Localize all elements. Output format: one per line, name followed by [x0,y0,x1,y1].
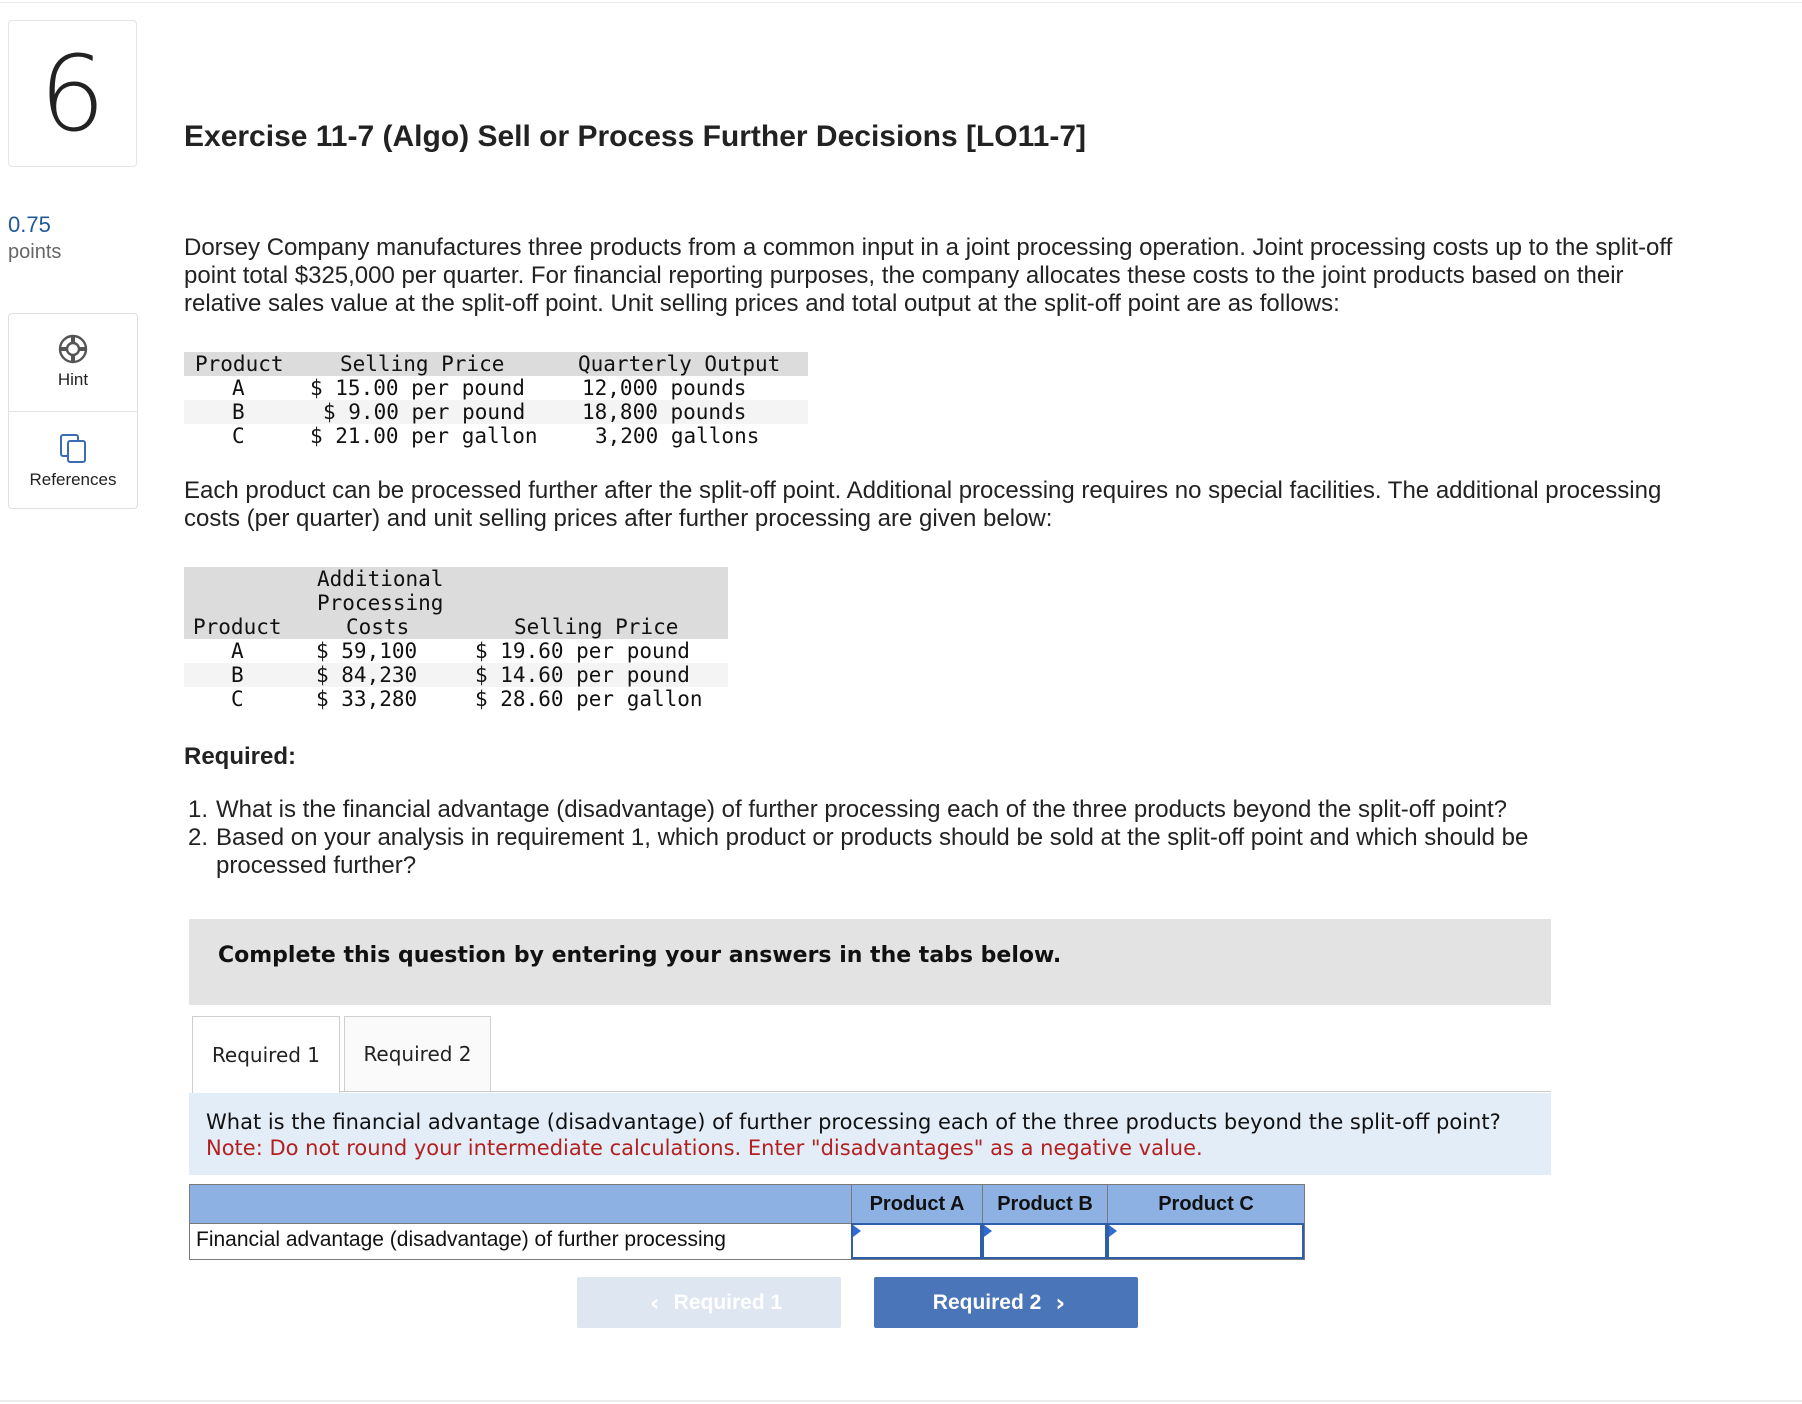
previous-button-label: Required 1 [673,1290,783,1314]
chevron-right-icon: › [1055,1288,1066,1317]
points-label: points [8,241,62,263]
previous-required-button[interactable] [577,1277,841,1328]
chevron-left-icon: ‹ [649,1288,660,1317]
lifebuoy-icon [58,334,88,364]
table-header-additional: Additional [317,567,444,591]
next-required-button[interactable] [874,1277,1138,1328]
table-header-processing: Processing [317,591,444,615]
required-list [184,796,1634,880]
table-cell-cost: $ 59,100 [316,639,418,663]
top-divider [0,2,1802,3]
tab-divider [340,1091,1551,1092]
column-header-product-a: Product A [851,1185,982,1223]
product-c-input[interactable] [1107,1223,1304,1259]
list-item-text: Based on your analysis in requirement 1, which product or products should be sold at the split-off point and which should be processed further? [216,824,1529,879]
table-header-selling-price: Selling Price [514,615,679,639]
list-item [184,824,1634,880]
list-item-text: What is the financial advantage (disadvantage) of further processing each of the three products beyond the split-off point? [216,796,1508,823]
table-cell-price: $ 19.60 per pound [475,639,690,663]
table-header-costs: Costs [346,615,410,639]
column-header-product-c: Product C [1107,1185,1304,1223]
list-item [184,796,1634,824]
input-marker-icon [853,1225,861,1237]
list-item-number: 1. [188,796,209,823]
table-cell-price: $ 14.60 per pound [475,663,690,687]
product-b-input[interactable] [982,1223,1107,1259]
tools-panel [8,313,138,509]
copy-documents-icon [58,432,88,464]
question-number: 6 [8,20,137,167]
table-cell-product: B [231,663,244,687]
table-cell-price: $ 15.00 per pound [310,376,525,400]
references-button[interactable] [9,412,137,509]
instructions-banner [189,919,1551,1005]
table-cell-output: 3,200 gallons [595,424,760,448]
required-heading: Required: [184,743,297,770]
tab-required-1[interactable]: Required 1 [192,1016,340,1093]
hint-label: Hint [57,370,89,389]
hint-button[interactable] [9,314,137,412]
banner-text: Complete this question by entering your answers in the tabs below. [218,943,1062,968]
table-cell-output: 12,000 pounds [582,376,747,400]
table-cell-product: A [232,376,245,400]
references-label: References [29,470,117,489]
table-header-product: Product [195,352,284,376]
table-header-quarterly-output: Quarterly Output [578,352,781,376]
list-item-number: 2. [188,824,209,851]
further-processing-paragraph: Each product can be processed further after the split-off point. Additional processing requires no special facilities. The additional processing costs (per quarter) and unit selling prices after further processing are given below: [184,477,1662,532]
table-header-product: Product [193,615,282,639]
bottom-divider [0,1400,1802,1402]
points-value: 0.75 [8,212,51,237]
input-marker-icon [1109,1225,1117,1237]
table-cell-product: C [231,687,244,711]
instruction-question: What is the financial advantage (disadvantage) of further processing each of the three products beyond the split-off point? [206,1110,1501,1134]
table-cell-cost: $ 84,230 [316,663,418,687]
table-cell-cost: $ 33,280 [316,687,418,711]
tab-required-2[interactable]: Required 2 [344,1016,491,1092]
table-cell-product: C [232,424,245,448]
table-cell-price: $ 21.00 per gallon [310,424,538,448]
table-cell-output: 18,800 pounds [582,400,747,424]
product-a-input[interactable] [851,1223,982,1259]
table-cell-price: $ 9.00 per pound [323,400,526,424]
table-cell-product: A [231,639,244,663]
intro-paragraph: Dorsey Company manufactures three products from a common input in a joint processing operation. Joint processing costs up to the split-off point total $325,000 per quarter. For financial reporting purposes, the company allocates these costs to the joint products based on their relative sales value at the split-off point. Unit selling prices and total output at the split-off point are as follows: [184,234,1673,317]
table-header-selling-price: Selling Price [340,352,505,376]
table-cell-price: $ 28.60 per gallon [475,687,703,711]
table-cell-product: B [232,400,245,424]
column-header-product-b: Product B [982,1185,1107,1223]
next-button-label: Required 2 [932,1290,1042,1314]
instruction-note: Note: Do not round your intermediate calculations. Enter "disadvantages" as a negative value. [206,1136,1203,1160]
row-label: Financial advantage (disadvantage) of further processing [196,1228,726,1251]
instruction-panel [189,1093,1551,1175]
exercise-title: Exercise 11-7 (Algo) Sell or Process Further Decisions [LO11-7] [184,120,1087,153]
input-marker-icon [984,1225,992,1237]
answer-table [189,1184,1305,1260]
